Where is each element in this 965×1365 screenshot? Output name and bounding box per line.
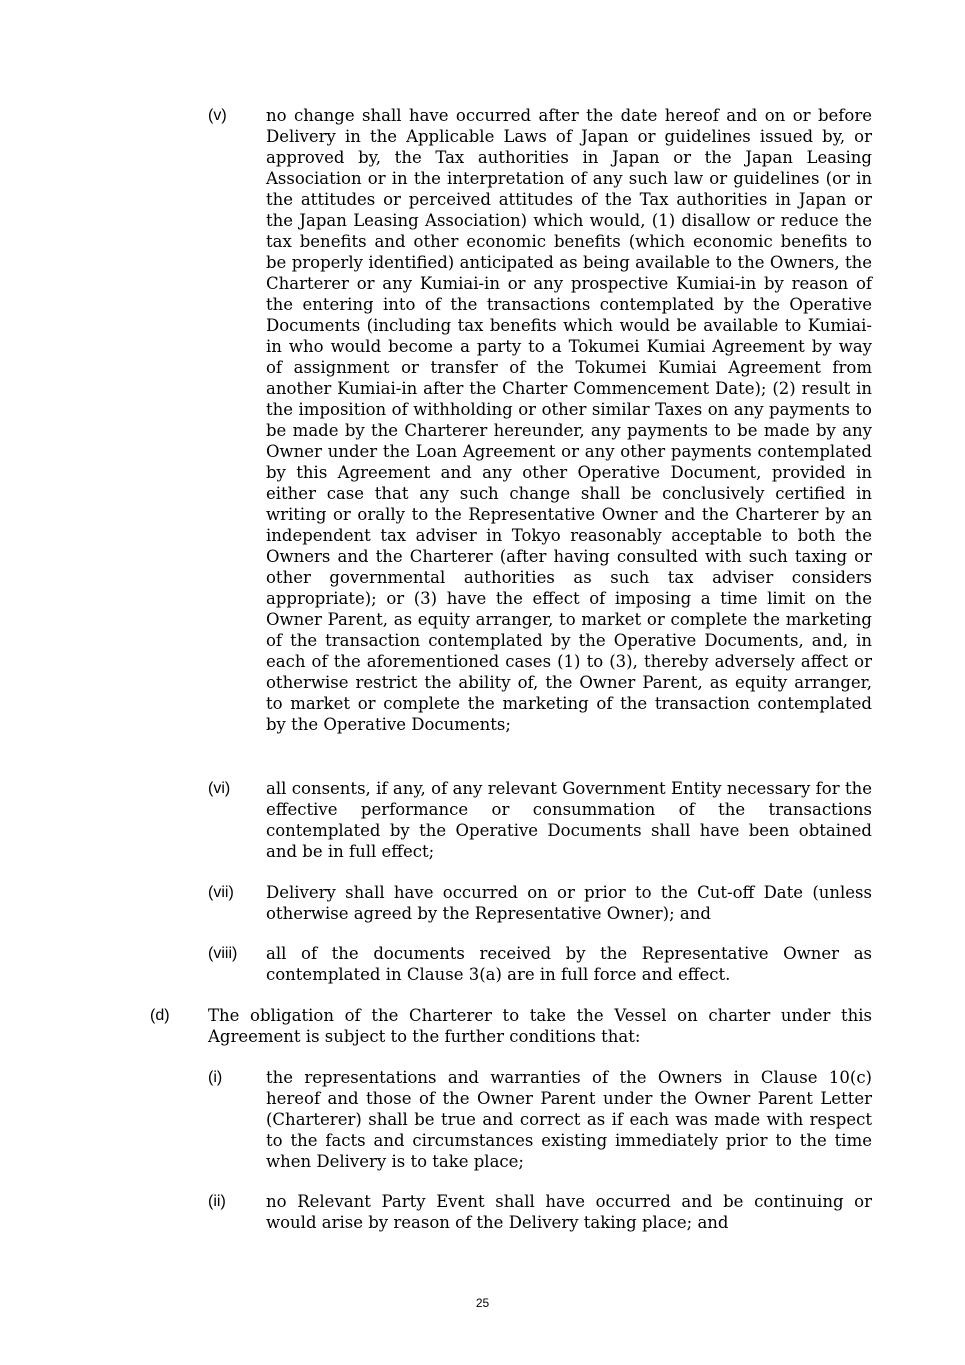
clause-label: (i) [208,1069,223,1086]
clause-label: (v) [208,107,227,124]
clause-text: all of the documents received by the Representative Owner as contemplated in Clause 3(a) are in full force and effect. [266,944,872,984]
clause-label: (vi) [208,780,231,797]
clause-text: Delivery shall have occurred on or prior to the Cut-off Date (unless otherwise agreed by the Representative Owner); and [266,883,872,923]
clause-text: no Relevant Party Event shall have occurred and be continuing or would arise by reason of the Delivery taking place; and [266,1192,872,1232]
clause-text: the representations and warranties of the Owners in Clause 10(c) hereof and those of the Owner Parent under the Owner Parent Letter (Charterer) shall be true and correct as if each was made with respect to the facts and circumstances existing immediately prior to the time when Delivery is to take place; [266,1068,872,1171]
clause-label: (vii) [208,884,234,901]
clause-label: (ii) [208,1193,226,1210]
clause-text: The obligation of the Charterer to take the Vessel on charter under this Agreement is subject to the further conditions that: [208,1006,872,1046]
clause-text: all consents, if any, of any relevant Government Entity necessary for the effective performance or consummation of the transactions contemplated by the Operative Documents shall have been obtained and be in full effect; [266,779,872,861]
page-number: 25 [475,1296,490,1310]
clause-text: no change shall have occurred after the date hereof and on or before Delivery in the Applicable Laws of Japan or guidelines issued by, or approved by, the Tax authorities in Japan or the Japan Leasing Association or in the interpretation of any such law or guidelines (or in the attitudes or perceived attitudes of the Tax authorities in Japan or the Japan Leasing Association) which would, (1) disallow or reduce the tax benefits and other economic benefits (which economic benefits to be properly identified) anticipated as being available to the Owners, the Charterer or any Kumiai-in or any prospective Kumiai-in by reason of the entering into of the transactions contemplated by the Operative Documents (including tax benefits which would be available to Kumiai-in who would become a party to a Tokumei Kumiai Agreement by way of assignment or transfer of the Tokumei Kumiai Agreement from another Kumiai-in after the Charter Commencement Date); (2) result in the imposition of withholding or other similar Taxes on any payments to be made by the Charterer hereunder, any payments to be made by any Owner under the Loan Agreement or any other payments contemplated by this Agreement and any other Operative Document, provided in either case that any such change shall be conclusively certified in writing or orally to the Representative Owner and the Charterer by an independent tax adviser in Tokyo reasonably acceptable to both the Owners and the Charterer (after having consulted with such taxing or other governmental authorities as such tax adviser considers appropriate); or (3) have the effect of imposing a time limit on the Owner Parent, as equity arranger, to market or complete the marketing of the transaction contemplated by the Operative Documents, and, in each of the aforementioned cases (1) to (3), thereby adversely affect or otherwise restrict the ability of, the Owner Parent, as equity arranger, to market or complete the marketing of the transaction contemplated by the Operative Documents; [266,106,872,734]
clause-label: (d) [150,1007,170,1024]
clause-label: (viii) [208,945,238,962]
